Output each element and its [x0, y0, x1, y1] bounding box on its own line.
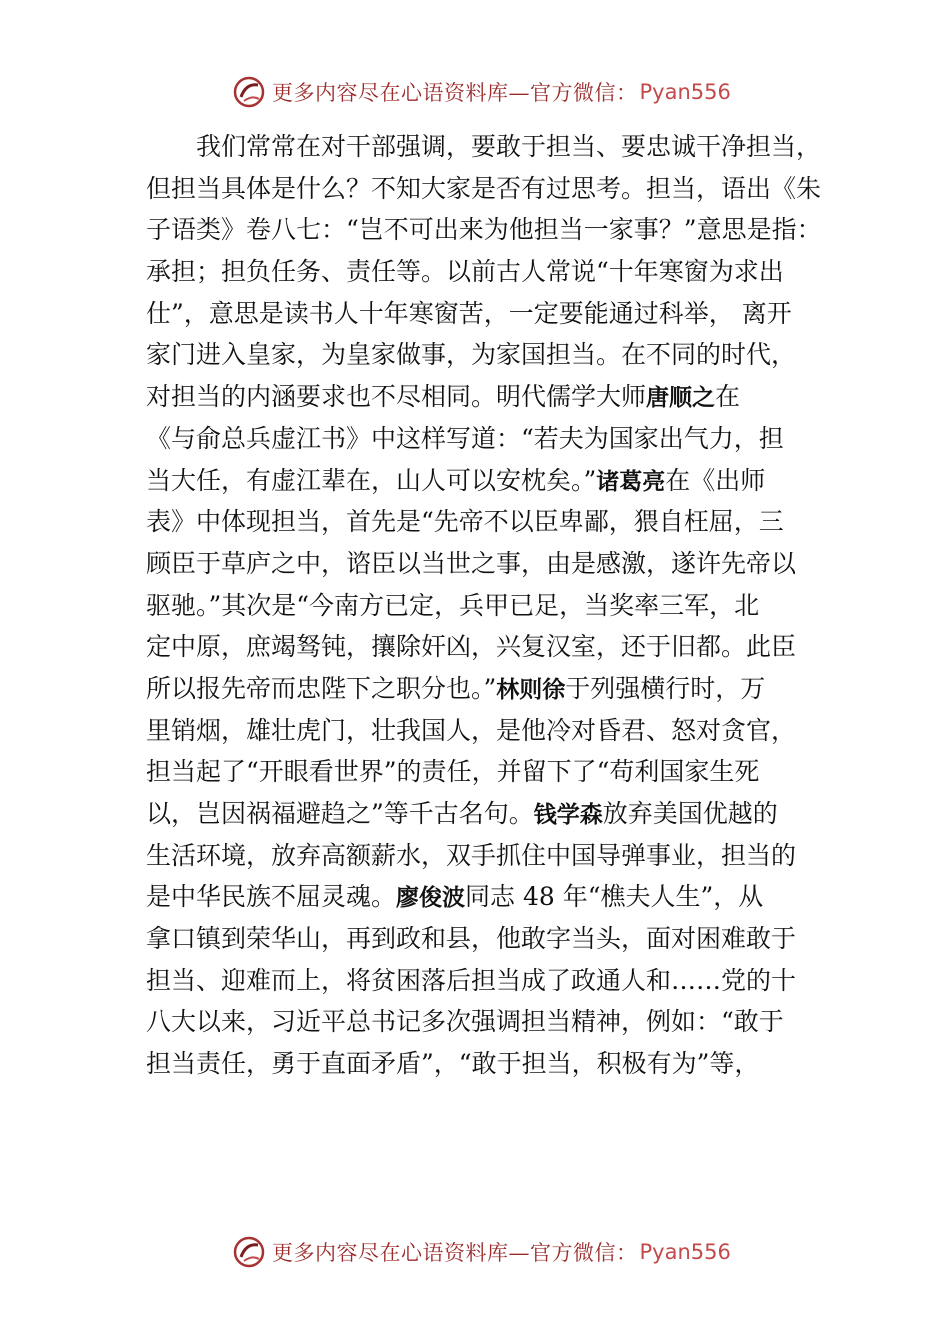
- text-line: [146, 585, 836, 627]
- header-text: 更多内容尽在心语资料库—官方微信：: [272, 81, 638, 105]
- text-run: 同志 48 年“樵夫人生”，从: [465, 882, 764, 912]
- header-banner: [232, 72, 731, 112]
- person-name: 林则徐: [496, 676, 566, 703]
- text-run: 对担当的内涵要求也不尽相同。明代儒学大师: [146, 382, 647, 412]
- text-run: 家门进入皇家，为皇家做事，为家国担当。在不同的时代，: [146, 340, 797, 370]
- text-run: 拿口镇到荣华山，再到政和县，他敢字当头，面对困难敢于: [146, 924, 797, 954]
- text-line: [146, 835, 836, 877]
- text-line: [146, 168, 836, 210]
- text-run: 担当起了“开眼看世界”的责任，并留下了“苟利国家生死: [146, 757, 760, 787]
- text-run: 担当、迎难而上，将贫困落后担当成了政通人和……党的十: [146, 965, 797, 995]
- text-line: [146, 668, 836, 710]
- text-run: 子语类》卷八七：“岂不可出来为他担当一家事？”意思是指：: [146, 215, 822, 245]
- text-line: [146, 543, 836, 585]
- text-line: [146, 751, 836, 793]
- text-run: 仕”，意思是读书人十年寒窗苦，一定要能通过科举， 离开: [146, 298, 792, 328]
- text-run: 八大以来，习近平总书记多次强调担当精神，例如：“敢于: [146, 1007, 784, 1037]
- text-line: [146, 418, 836, 460]
- logo-icon: [232, 1235, 266, 1269]
- text-line: [146, 918, 836, 960]
- text-run: 放弃美国优越的: [602, 799, 778, 828]
- person-name: 唐顺之: [646, 385, 716, 412]
- text-run: 在《出师: [665, 465, 766, 495]
- text-line: [146, 793, 836, 835]
- text-line: [146, 460, 836, 502]
- text-run: 我们常常在对干部强调，要敢于担当、要忠诚干净担当，: [196, 132, 822, 161]
- person-name: 钱学森: [533, 802, 603, 828]
- text-run: 但担当具体是什么？不知大家是否有过思考。担当，语出《朱: [146, 173, 822, 203]
- logo-icon: [232, 75, 266, 109]
- text-run: 表》中体现担当，首先是“先帝不以臣卑鄙，猥自枉屈，三: [146, 507, 784, 537]
- text-run: 驱驰。”其次是“今南方已定，兵甲已足，当奖率三军，北: [146, 590, 760, 620]
- text-run: 以，岂因祸福避趋之”等千古名句。: [146, 799, 534, 828]
- text-line: [146, 376, 836, 418]
- text-line: [146, 293, 836, 335]
- text-run: 承担；担负任务、责任等。以前古人常说“十年寒窗为求出: [146, 257, 784, 287]
- article-body: [146, 126, 836, 1085]
- text-run: 顾臣于草庐之中，谘臣以当世之事，由是感激，遂许先帝以: [146, 548, 797, 578]
- person-name: 诸葛亮: [596, 468, 666, 495]
- text-run: 定中原，庶竭驽钝，攘除奸凶，兴复汉室，还于旧都。此臣: [146, 632, 797, 662]
- text-run: 里销烟，雄壮虎门，壮我国人，是他冷对昏君、怒对贪官，: [146, 715, 797, 745]
- text-run: 担当责任，勇于直面矛盾”，“敢于担当，积极有为”等，: [146, 1049, 760, 1079]
- footer-wechat-id: Pyan556: [639, 1240, 731, 1264]
- text-run: 在: [715, 382, 741, 412]
- text-line: [146, 209, 836, 251]
- text-line: [146, 626, 836, 668]
- text-line: [146, 126, 836, 168]
- header-wechat-id: Pyan556: [639, 80, 731, 104]
- text-line: [146, 876, 836, 918]
- text-line: [146, 710, 836, 752]
- text-line: [146, 960, 836, 1002]
- text-line: [146, 251, 836, 293]
- text-line: [146, 334, 836, 376]
- text-line: [146, 1043, 836, 1085]
- text-run: 所以报先帝而忠陛下之职分也。”: [146, 673, 497, 703]
- text-run: 是中华民族不屈灵魂。: [146, 882, 397, 912]
- text-line: [146, 501, 836, 543]
- text-run: 生活环境，放弃高额薪水，双手抓住中国导弹事业，担当的: [146, 840, 797, 870]
- person-name: 廖俊波: [396, 885, 466, 912]
- footer-text: 更多内容尽在心语资料库—官方微信：: [272, 1241, 638, 1265]
- text-run: 于列强横行时，万: [565, 673, 766, 703]
- text-run: 当大任，有虚江辈在，山人可以安枕矣。”: [146, 465, 597, 495]
- text-line: [146, 1001, 836, 1043]
- footer-banner: [232, 1232, 731, 1272]
- text-run: 《与俞总兵虚江书》中这样写道：“若夫为国家出气力，担: [146, 423, 784, 453]
